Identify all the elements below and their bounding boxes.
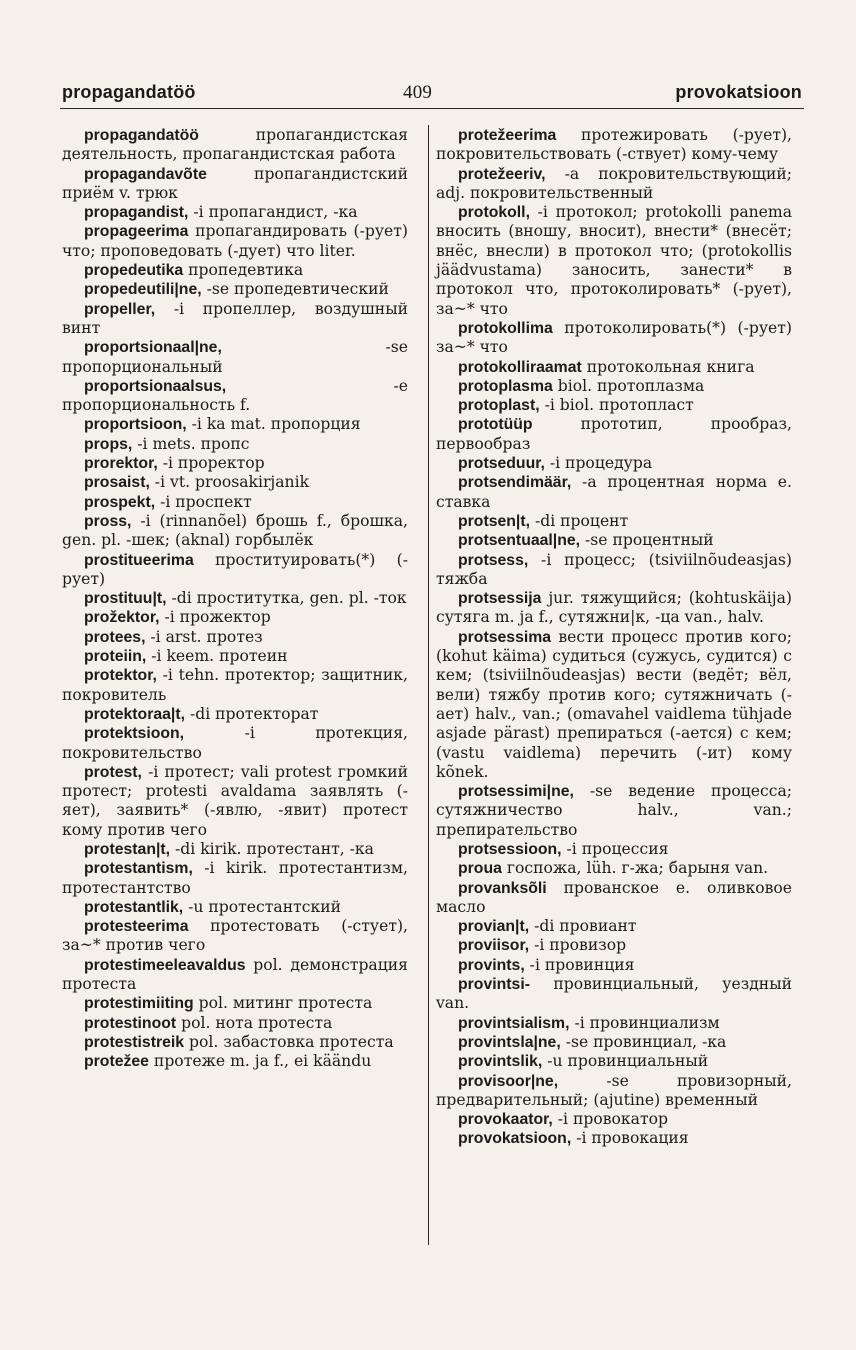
headword: protees, — [84, 628, 146, 646]
definition: пропагандировать (-рует) что; проповедовать (-дует) что liter. — [62, 222, 408, 260]
definition: -i arst. протез — [145, 627, 263, 646]
definition: -i провинция — [524, 955, 635, 974]
definition: провинциальный, уездный van. — [436, 975, 792, 1013]
definition: -se пропедевтический — [201, 280, 389, 299]
dictionary-entry — [62, 859, 408, 898]
definition: -di kirik. протестант, -ка — [170, 839, 374, 858]
headword: protsessioon, — [458, 840, 562, 858]
definition: -i процедура — [544, 454, 653, 473]
definition: протокольная книга — [581, 357, 755, 376]
definition: прототип, прообраз, первообраз — [436, 415, 792, 453]
dictionary-entry — [62, 956, 408, 995]
definition: -i провизор — [529, 936, 627, 955]
headword: protokoll, — [458, 204, 530, 222]
dictionary-entry — [62, 994, 408, 1013]
dictionary-entry — [62, 280, 408, 299]
dictionary-entry — [436, 589, 792, 628]
headword: protestinoot — [84, 1014, 177, 1032]
definition: -i проспект — [155, 492, 252, 511]
dictionary-entry — [62, 1014, 408, 1033]
dictionary-entry — [436, 1014, 792, 1033]
definition: -i протест; vali protest громкий протест; protesti avaldama заявлять (-яет), заявить* (-явлю, -явит) протест кому против чего — [62, 762, 408, 839]
headword: protektoraa|t, — [84, 705, 185, 723]
headword: protsessimi|ne, — [458, 783, 574, 801]
definition: проституировать(*) (-рует) — [62, 550, 408, 588]
definition: -di провиант — [529, 917, 637, 936]
dictionary-entry — [62, 435, 408, 454]
definition: протежировать (-рует), покровительствовать (-ствует) кому-чему — [436, 126, 792, 164]
dictionary-entry — [436, 415, 792, 454]
headword: protežeerima — [458, 127, 557, 144]
headword: protsentuaal|ne, — [458, 532, 581, 550]
definition: -i vt. proosakirjanik — [149, 473, 310, 492]
dictionary-entry — [62, 473, 408, 492]
headword: protežee — [84, 1053, 149, 1071]
dictionary-entry — [436, 454, 792, 473]
running-head-right: provokatsioon — [675, 82, 802, 102]
headword: protoplast, — [458, 397, 540, 415]
headword: proviisor, — [458, 937, 530, 955]
dictionary-entry — [62, 126, 408, 165]
headword: protestantlik, — [84, 898, 184, 916]
headword: propeller, — [84, 300, 156, 318]
headword: protsess, — [458, 551, 529, 569]
headword: provokaator, — [458, 1111, 553, 1129]
headword: prožektor, — [84, 609, 160, 627]
definition: прованское e. оливковое масло — [436, 878, 792, 916]
definition: -di процент — [530, 511, 629, 530]
definition: пропагандистская деятельность, пропагандистская работа — [62, 126, 408, 164]
dictionary-entry — [436, 782, 792, 840]
headword: provintsialism, — [458, 1014, 570, 1032]
dictionary-entry — [62, 898, 408, 917]
headword: protektsioon, — [84, 725, 185, 743]
dictionary-entry — [436, 956, 792, 975]
headword: protsessija — [458, 590, 542, 608]
dictionary-entry — [62, 261, 408, 280]
definition: -se провинциал, -ка — [560, 1032, 727, 1051]
dictionary-entry — [62, 1033, 408, 1052]
dictionary-entry — [436, 1052, 792, 1071]
definition: пропагандистский приём v. трюк — [62, 164, 408, 202]
dictionary-entry — [62, 454, 408, 473]
headword: propagandatöö — [84, 127, 199, 144]
page-number: 409 — [403, 82, 433, 103]
definition: -i пропагандист, -ка — [188, 203, 358, 222]
headword: proportsioon, — [84, 416, 187, 434]
dictionary-entry — [436, 1129, 792, 1148]
definition: пропедевтика — [183, 261, 304, 280]
dictionary-entry — [62, 222, 408, 261]
headword: protsen|t, — [458, 512, 530, 530]
definition: -e пропорциональность f. — [62, 376, 408, 415]
definition: -i прожектор — [159, 608, 271, 627]
dictionary-entry — [436, 1110, 792, 1129]
definition: pol. забастовка протеста — [184, 1032, 394, 1051]
dictionary-entry — [62, 1052, 408, 1071]
dictionary-entry — [436, 473, 792, 512]
headword: protektor, — [84, 667, 157, 685]
dictionary-entry — [62, 840, 408, 859]
headword: protestan|t, — [84, 840, 171, 858]
definition: -i процессия — [561, 839, 669, 858]
definition: протоколировать(*) (-рует) за~* что — [436, 318, 792, 357]
headword: provintsi- — [458, 976, 530, 994]
dictionary-entry — [62, 165, 408, 204]
header-rule — [60, 108, 804, 109]
headword: protestimiiting — [84, 995, 194, 1013]
dictionary-entry — [436, 165, 792, 204]
dictionary-entry — [436, 879, 792, 918]
headword: proportsionaal|ne, — [84, 339, 222, 357]
dictionary-entry — [62, 647, 408, 666]
definition: -i проректор — [157, 454, 265, 473]
dictionary-entry — [62, 628, 408, 647]
dictionary-entry — [62, 551, 408, 590]
dictionary-entry — [436, 1033, 792, 1052]
dictionary-entry — [62, 666, 408, 705]
dictionary-entry — [436, 628, 792, 782]
dictionary-entry — [436, 840, 792, 859]
headword: provintslik, — [458, 1053, 543, 1071]
headword: proteiin, — [84, 648, 147, 666]
definition: -se ведение процесса; сутяжничество halv., van.; препирательство — [436, 782, 792, 839]
headword: provisoor|ne, — [458, 1072, 559, 1090]
definition: -u протестантский — [183, 897, 341, 916]
headword: propedeutili|ne, — [84, 281, 202, 299]
dictionary-entry — [436, 936, 792, 955]
headword: provintsla|ne, — [458, 1033, 561, 1051]
headword: provanksõli — [458, 879, 547, 897]
dictionary-entry — [62, 203, 408, 222]
definition: -i biol. протопласт — [539, 396, 694, 415]
headword: protestimeeleavaldus — [84, 956, 246, 974]
dictionary-entry — [436, 396, 792, 415]
definition: -u провинциальный — [542, 1052, 709, 1071]
definition: -i пропеллер, воздушный винт — [62, 299, 408, 337]
headword: protežeeriv, — [458, 165, 546, 183]
definition: pol. митинг протеста — [193, 994, 373, 1013]
headword: prorektor, — [84, 455, 158, 473]
headword: props, — [84, 435, 133, 453]
dictionary-entry — [436, 859, 792, 878]
dictionary-entry — [62, 917, 408, 956]
definition: госпожа, lüh. г-жа; барыня van. — [501, 859, 769, 878]
headword: prosaist, — [84, 474, 150, 492]
dictionary-entry — [436, 975, 792, 1014]
definition: -i провокатор — [552, 1110, 668, 1129]
definition: -a покровительствующий; adj. покровительственный — [436, 164, 792, 202]
definition: -di проститутка, gen. pl. -ток — [166, 589, 407, 608]
headword: provian|t, — [458, 918, 530, 936]
definition: jur. тяжущийся; (kohtuskäija) сутяга m. ja f., сутяжни|к, -ца van., halv. — [436, 589, 792, 627]
dictionary-entry — [436, 358, 792, 377]
headword: propagandist, — [84, 204, 189, 222]
definition: протеже m. ja f., ei käändu — [148, 1052, 372, 1071]
definition: -i провокация — [571, 1129, 689, 1148]
dictionary-entry — [436, 1072, 792, 1111]
headword: prototüüp — [458, 416, 533, 434]
dictionary-entry — [62, 589, 408, 608]
definition: -se пропорциональный — [62, 338, 408, 376]
headword: proportsionaalsus, — [84, 377, 227, 395]
headword: propageerima — [84, 223, 189, 241]
definition: протестовать (-стует), за~* против чего — [62, 917, 408, 955]
dictionary-entry — [62, 608, 408, 627]
dictionary-entry — [436, 512, 792, 531]
dictionary-entry — [436, 126, 792, 165]
definition: -se процентный — [580, 531, 714, 550]
headword: protestistreik — [84, 1033, 185, 1051]
definition: pol. нота протеста — [176, 1013, 333, 1032]
definition: -i протокол; protokolli panema вносить (вношу, вносит), внести* (внесёт; внёс, внесли) в протокол что; (protokollis jäädvustama) заносить, занести* в протокол что, протоколировать* (-рует), за~* что — [436, 203, 792, 318]
definition: -a процентная норма e. ставка — [436, 473, 792, 511]
definition: вести процесс против кого; (kohut käima) судиться (сужусь, судится) с кем; (tsiviilnõudeasjas) вести (ведёт; вёл, вели) тяжбу против кого; сутяжничать (-ает) halv., van.; (omavahel vaidlema tühjade asjade pärast) препираться (-ается) с кем; (vastu vaidlema) перечить (-ит) кому kõnek. — [436, 627, 792, 781]
definition: biol. протоплазма — [552, 376, 705, 395]
headword: protsessima — [458, 628, 552, 646]
definition: -i протекция, покровительство — [62, 724, 408, 762]
headword: provokatsioon, — [458, 1130, 572, 1148]
headword: protoplasma — [458, 377, 553, 395]
headword: prostitueerima — [84, 551, 194, 569]
definition: -i kirik. протестантизм, протестантство — [62, 859, 408, 897]
headword: prospekt, — [84, 493, 156, 511]
column-divider — [428, 125, 429, 1245]
dictionary-entry — [436, 203, 792, 319]
headword: protseduur, — [458, 455, 545, 473]
definition: -i (rinnanõel) брошь f., брошка, gen. pl. -шек; (aknal) горбылёк — [62, 511, 408, 550]
dictionary-entry — [62, 300, 408, 339]
definition: -se провизорный, предварительный; (ajutine) временный — [436, 1071, 792, 1109]
running-head-left: propagandatöö — [62, 82, 196, 102]
headword: protestantism, — [84, 860, 193, 878]
definition: -i mets. пропс — [132, 434, 250, 453]
dictionary-entry — [436, 531, 792, 550]
dictionary-entry — [436, 319, 792, 358]
dictionary-entry — [62, 512, 408, 551]
headword: propagandavõte — [84, 165, 207, 183]
definition: -i провинциализм — [569, 1013, 720, 1032]
right-column — [436, 126, 792, 1149]
headword: provints, — [458, 956, 525, 974]
dictionary-entry — [62, 763, 408, 840]
headword: pross, — [84, 512, 132, 530]
definition: -i tehn. протектор; защитник, покровитель — [62, 666, 408, 704]
dictionary-entry — [62, 338, 408, 377]
headword: prostituu|t, — [84, 590, 167, 608]
definition: -i keem. протеин — [146, 647, 288, 666]
definition: pol. демонстрация протеста — [62, 955, 408, 994]
dictionary-entry — [62, 493, 408, 512]
dictionary-entry — [62, 724, 408, 763]
headword: protesteerima — [84, 918, 189, 936]
left-column — [62, 126, 408, 1072]
dictionary-entry — [436, 551, 792, 590]
dictionary-entry — [62, 415, 408, 434]
definition: -i процесс; (tsiviilnõudeasjas) тяжба — [436, 550, 792, 588]
headword: propedeutika — [84, 262, 184, 280]
definition: -i ka mat. пропорция — [186, 415, 361, 434]
headword: protest, — [84, 763, 142, 781]
dictionary-entry — [62, 377, 408, 416]
dictionary-entry — [436, 377, 792, 396]
headword: proua — [458, 860, 502, 878]
headword: protokolliraamat — [458, 358, 582, 376]
headword: protsendimäär, — [458, 474, 572, 492]
dictionary-entry — [436, 917, 792, 936]
headword: protokollima — [458, 319, 553, 337]
definition: -di протекторат — [184, 704, 319, 723]
dictionary-entry — [62, 705, 408, 724]
